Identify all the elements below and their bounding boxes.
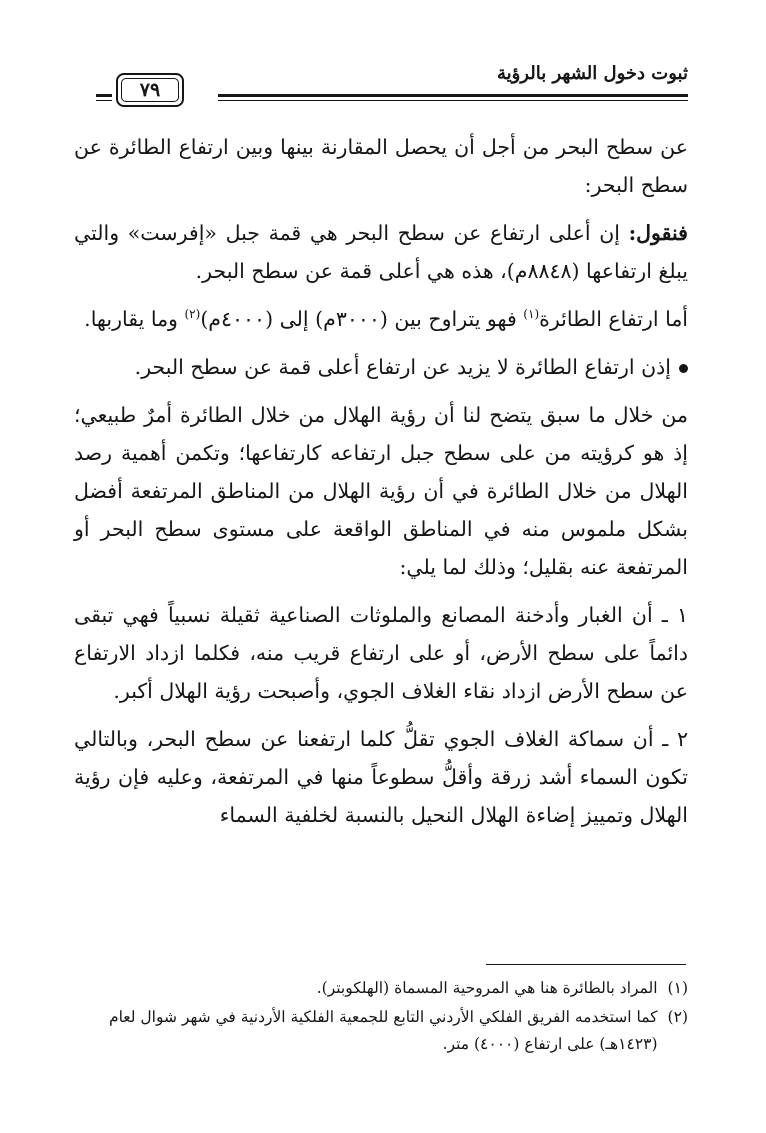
footnote-text: كما استخدمه الفريق الفلكي الأردني التابع للجمعية الفلكية الأردنية في شهر شوال لعام (١٤٢٣هـ) على ارتفاع (٤٠٠٠) متر. (108, 1008, 658, 1053)
footnotes (74, 975, 688, 1060)
aircraft-altitude-text-a: أما ارتفاع الطائرة (539, 307, 688, 331)
page-number: ٧٩ (116, 73, 184, 107)
aircraft-altitude-text-b: فهو يتراوح بين (٣٠٠٠م) إلى (٤٠٠٠م) (200, 307, 524, 331)
running-title: ثبوت دخول الشهر بالرؤية (496, 63, 688, 84)
bullet-text: إذن ارتفاع الطائرة لا يزيد عن ارتفاع أعلى قمة عن سطح البحر. (134, 355, 671, 379)
paragraph-everest (74, 214, 688, 290)
list-item-2: ٢ ـ أن سماكة الغلاف الجوي تقلُّ كلما ارتفعنا عن سطح البحر، وبالتالي تكون السماء أشد زرقة وأقلُّ سطوعاً منها في المرتفعة، وعليه فإن رؤية الهلال وتمييز إضاءة الهلال النحيل بالنسبة لخلفية السماء (74, 727, 688, 827)
header-rule-left-thin (96, 100, 112, 101)
header-rule-thin (218, 100, 688, 101)
footnote-ref-1[interactable]: (١) (523, 307, 540, 322)
footnote-ref-2[interactable]: (٢) (184, 307, 201, 322)
footnote-marker: (١) (667, 979, 688, 997)
footnote-text: المراد بالطائرة هنا هي المروحية المسماة (الهلكوبتر). (316, 979, 658, 997)
list-item-1: ١ ـ أن الغبار وأدخنة المصانع والملوثات الصناعية ثقيلة نسبياً فهي تبقى دائماً على سطح الأرض، أو على ارتفاع قريب منه، فكلما ازداد الارتفاع عن سطح الأرض ازداد نقاء الغلاف الجوي، وأصبحت رؤية الهلال أكبر. (74, 603, 688, 703)
header-rule (218, 94, 688, 97)
paragraph-everest-text: إن أعلى ارتفاع عن سطح البحر هي قمة جبل «إفرست» والتي يبلغ ارتفاعها (٨٨٤٨م)، هذه هي أعلى قمة عن سطح البحر. (74, 221, 688, 283)
lead-word: فنقول: (628, 221, 688, 245)
paragraph-conclusion: من خلال ما سبق يتضح لنا أن رؤية الهلال من خلال الطائرة أمرٌ طبيعي؛ إذ هو كرؤيته من على سطح جبل ارتفاعه كارتفاعها؛ وتكمن أهمية رصد الهلال من خلال الطائرة في أن رؤية الهلال من المناطق المرتفعة أفضل بشكل ملموس منه في المناطق الواقعة على مستوى سطح البحر أو المرتفعة عنه بقليل؛ وذلك لما يلي: (74, 403, 688, 579)
bullet-paragraph (74, 348, 688, 386)
footnote (74, 975, 688, 1002)
aircraft-altitude-text-c: وما يقاربها. (84, 307, 185, 331)
main-text (74, 128, 688, 844)
bullet-icon (679, 364, 688, 373)
footnote (74, 1004, 688, 1058)
footnote-marker: (٢) (667, 1008, 688, 1026)
footnote-separator (486, 964, 686, 965)
paragraph-intro: عن سطح البحر من أجل أن يحصل المقارنة بينها وبين ارتفاع الطائرة عن سطح البحر: (74, 135, 688, 197)
header-rule-left (96, 94, 112, 97)
paragraph-aircraft-altitude (74, 300, 688, 338)
